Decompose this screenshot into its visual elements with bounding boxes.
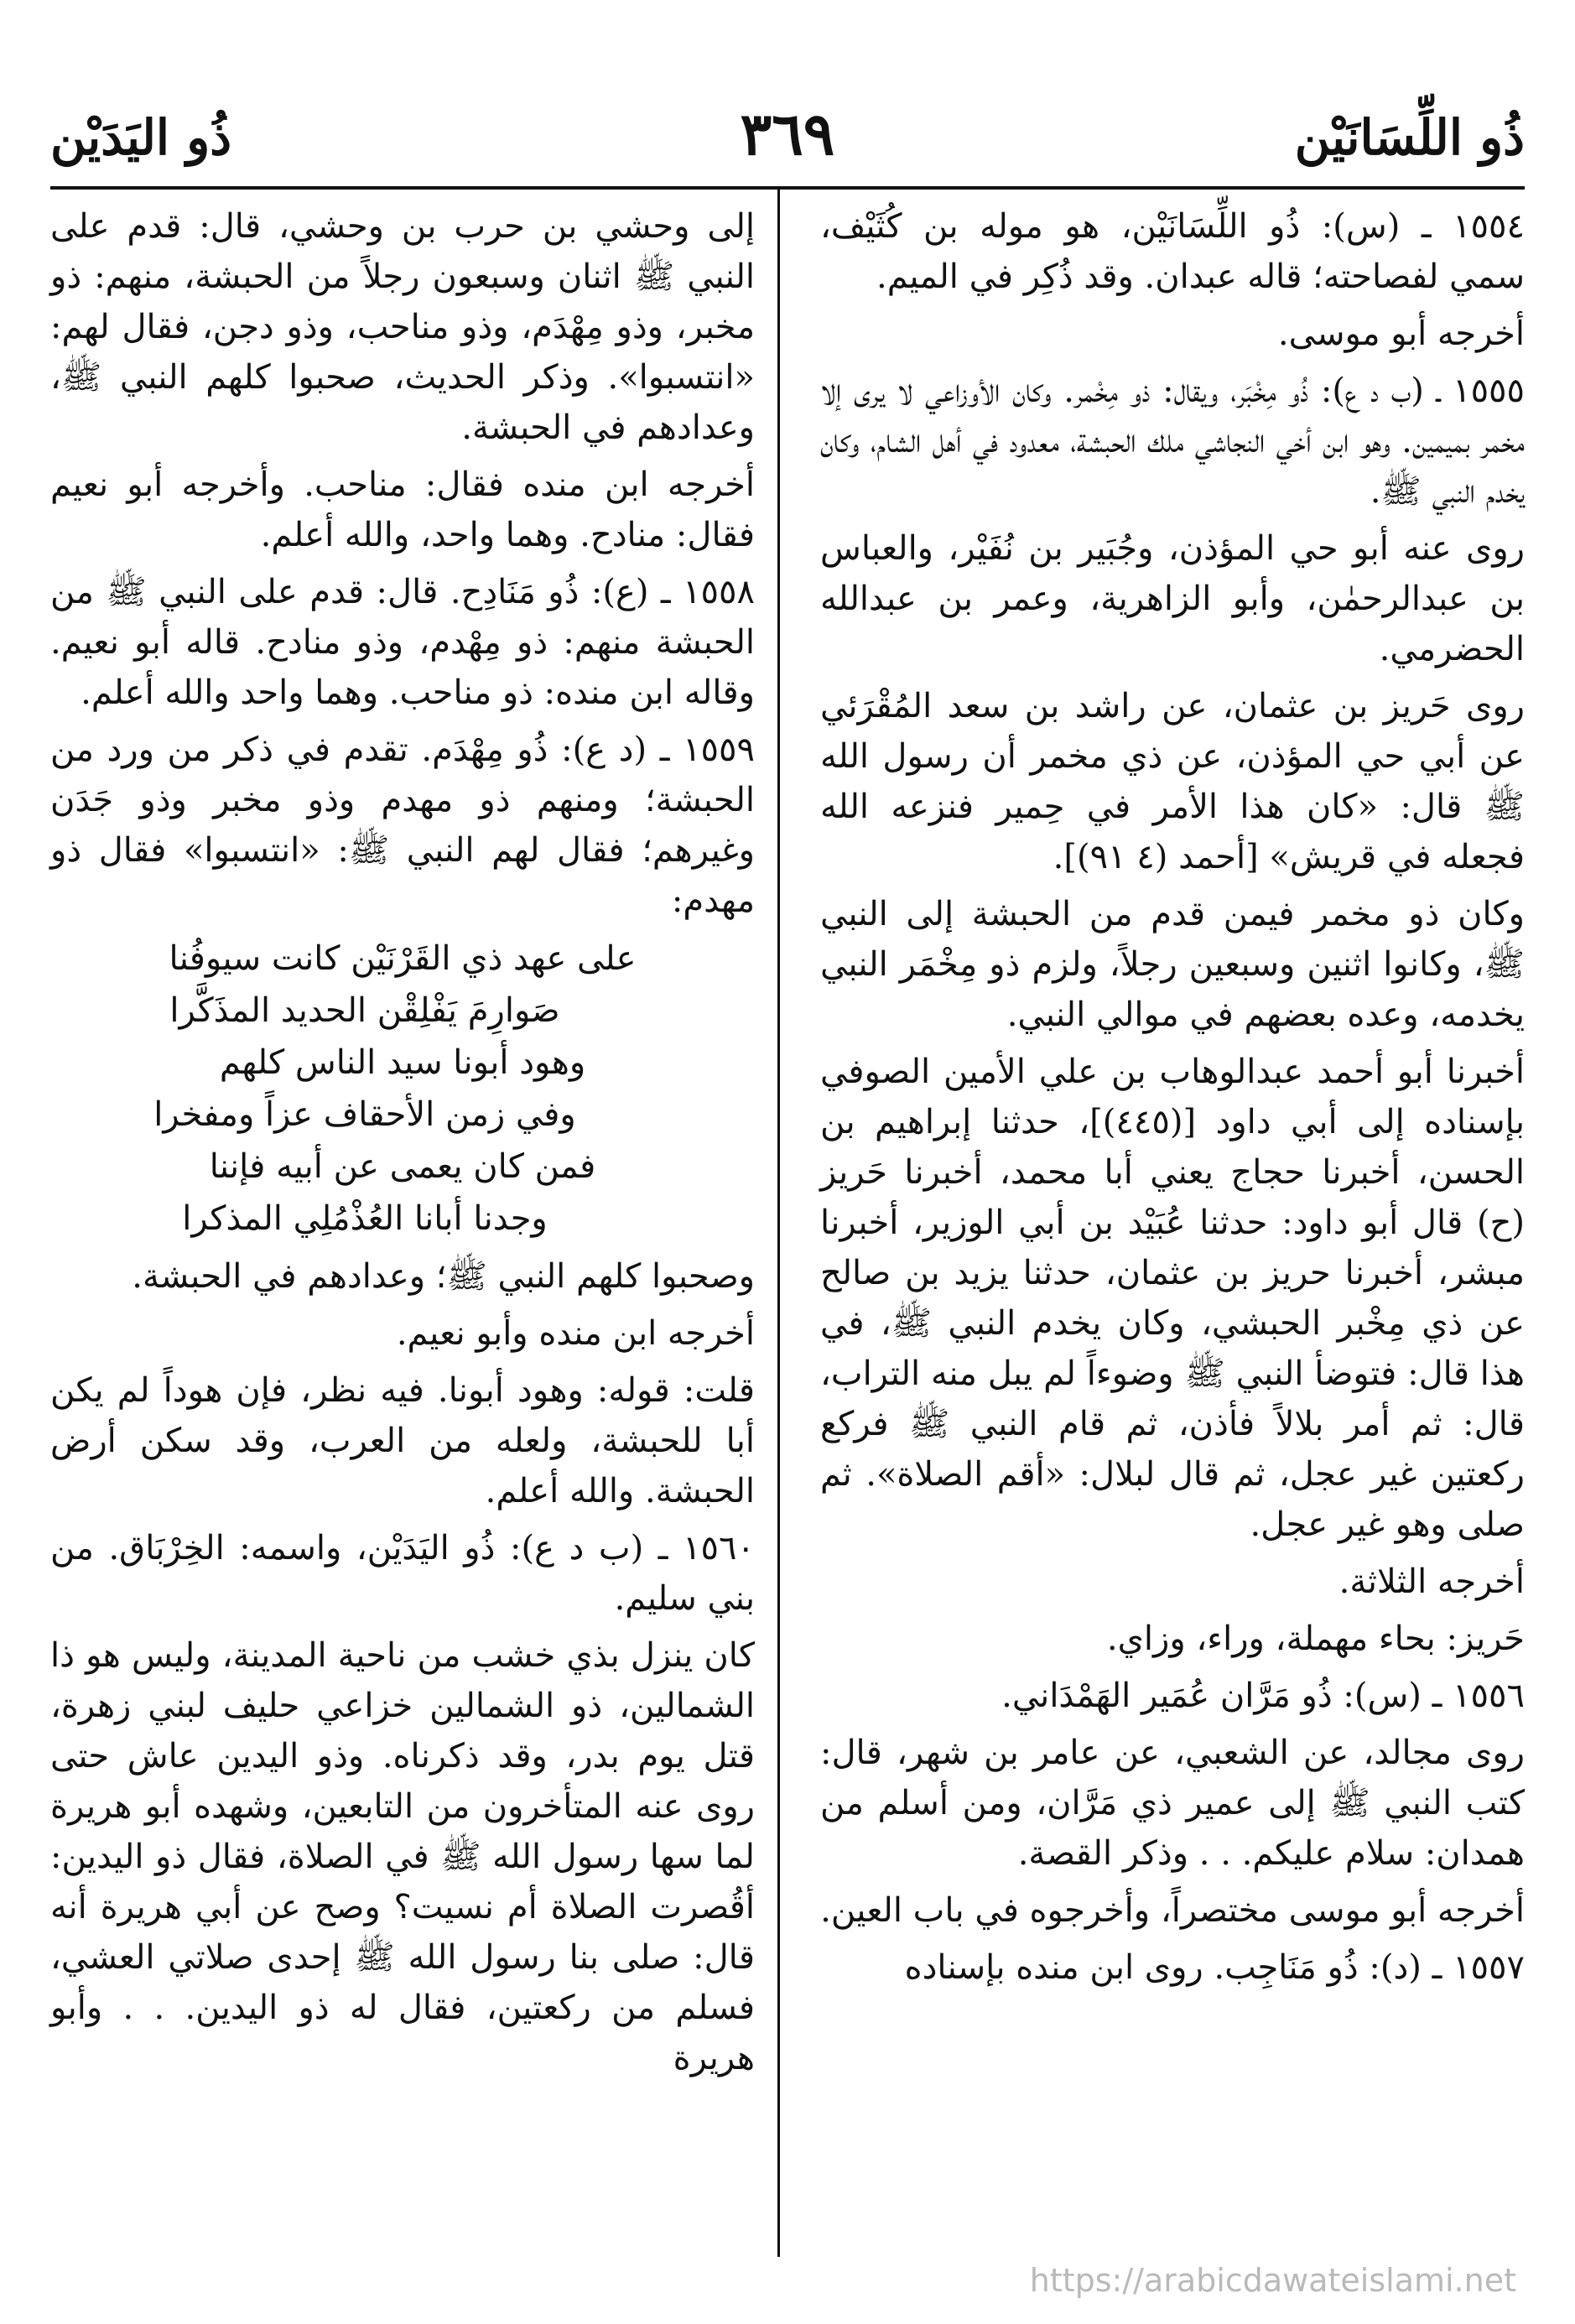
paragraph: حَريز: بحاء مهملة، وراء، وزاي. [1106,1620,1525,1658]
poem-verse: على عهد ذي القَرْنَيْن كانت سيوفُنا [169,939,637,978]
paragraph: روى حَريز بن عثمان، عن راشد بن سعد المُقْرَئي عن أبي حي المؤذن، عن ذي مخمر أن رسول الله ﷺ قال: «كان هذا الأمر في حِمير فنزعه الله فجعله في قريش» [أحمد (٤ ٩١)]. [820,687,1525,876]
paragraph: أخرجه أبو موسى. [1277,315,1525,353]
poem-verse: وفي زمن الأحقاف عزاً ومفخرا [153,1095,576,1134]
left-column [50,201,755,2090]
paragraph: إلى وحشي بن حرب بن وحشي، قال: قدم على النبي ﷺ اثنان وسبعون رجلاً من الحبشة، منهم: ذو مخبر، وذو مِهْدَم، وذو مناحب، وذو دجن، فقال لهم: «انتسبوا». وذكر الحديث، صحبوا كلهم النبي ﷺ، وعدادهم في الحبشة. [50,207,755,447]
paragraph: وصحبوا كلهم النبي ﷺ؛ وعدادهم في الحبشة. [132,1257,755,1296]
poem-verse: فمن كان يعمى عن أبيه فإننا [209,1147,596,1186]
right-column [820,201,1525,1999]
poem [50,933,755,1245]
paragraph: أخبرنا أبو أحمد عبدالوهاب بن علي الأمين الصوفي بإسناده إلى أبي داود [(٤٤٥)]، حدثنا إبراهيم بن الحسن، أخبرنا حجاج يعني أبا محمد، أخبرنا حَريز (ح) قال أبو داود: حدثنا عُبَيْد بن أبي الوزير، أخبرنا مبشر، أخبرنا حريز بن عثمان، حدثنا يزيد بن صالح عن ذي مِخْبر الحبشي، وكان يخدم النبي ﷺ، في هذا قال: فتوضأ النبي ﷺ وضوءاً لم يبل منه التراب، قال: ثم أمر بلالاً فأذن، ثم قام النبي ﷺ فركع ركعتين غير عجل، ثم قال لبلال: «أقم الصلاة». ثم صلى وهو غير عجل. [820,1053,1525,1544]
paragraph: أخرجه ابن منده وأبو نعيم. [396,1314,755,1353]
poem-verse: صَوارِمَ يَفْلِقْن الحديد المذَكَّرا [169,991,560,1030]
entry-1559: ١٥٥٩ ـ (د ع): ذُو مِهْدَم. تقدم في ذكر من ورد من الحبشة؛ ومنهم ذو مهدم وذو مخبر وذو جَدَن وغيرهم؛ فقال لهم النبي ﷺ: «انتسبوا» فقال ذو مهدم: [50,730,755,920]
running-title-right: ذُو اللِّسَانَيْن [1294,109,1525,166]
page-number: ٣٦٩ [740,99,835,169]
entry-1557: ١٥٥٧ ـ (د): ذُو مَنَاجِب. روى ابن منده بإسناده [904,1948,1525,1987]
watermark: https://arabicdawateislami.net [1029,2262,1516,2299]
paragraph: كان ينزل بذي خشب من ناحية المدينة، وليس هو ذا الشمالين، ذو الشمالين خزاعي حليف لبني زهرة، قتل يوم بدر، وقد ذكرناه. وذو اليدين عاش حتى روى عنه المتأخرون من التابعين، وشهده أبو هريرة لما سها رسول الله ﷺ في الصلاة، فقال ذو اليدين: أقُصرت الصلاة أم نسيت؟ وصح عن أبي هريرة أنه قال: صلى بنا رسول الله ﷺ إحدى صلاتي العشي، فسلم من ركعتين، فقال له ذو اليدين. . . وأبو هريرة [50,1636,756,2077]
entry-1554: ١٥٥٤ ـ (س): ذُو اللِّسَانَيْن، هو موله بن كُثَيْف، سمي لفصاحته؛ قاله عبدان. وقد ذُكِر في الميم. [820,207,1525,296]
paragraph: قلت: قوله: وهود أبونا. فيه نظر، فإن هوداً لم يكن أبا للحبشة، ولعله من العرب، وقد سكن أرض الحبشة. والله أعلم. [50,1371,755,1510]
page-header [50,92,1525,185]
paragraph: روى عنه أبو حي المؤذن، وجُبَير بن نُفَيْر، والعباس بن عبدالرحمٰن، وأبو الزاهرية، وعمر بن عبدالله الحضرمي. [820,529,1525,668]
paragraph: أخرجه ابن منده فقال: مناحب. وأخرجه أبو نعيم فقال: منادح. وهما واحد، والله أعلم. [50,465,755,554]
header-rule [50,186,1525,190]
entry-1560: ١٥٦٠ ـ (ب د ع): ذُو اليَدَيْن، واسمه: الخِرْبَاق. من بني سليم. [50,1529,755,1618]
paragraph: روى مجالد، عن الشعبي، عن عامر بن شهر، قال: كتب النبي ﷺ إلى عمير ذي مَرَّان، ومن أسلم من همدان: سلام عليكم. . . وذكر القصة. [820,1734,1525,1873]
entry-1555: ١٥٥٥ ـ (ب د ع): ذُو مِخْبَر، ويقال: ذو مِخْمر. وكان الأوزاعي لا يرى إلا مخمر بميمين. وهو ابن أخي النجاشي ملك الحبشة، معدود في أهل الشام، وكان يخدم النبي ﷺ. [820,372,1526,511]
paragraph: أخرجه أبو موسى مختصراً، وأخرجوه في باب العين. [820,1891,1525,1930]
column-divider [777,190,780,2257]
paragraph: أخرجه الثلاثة. [1338,1562,1525,1601]
running-title-left: ذُو اليَدَيْن [50,109,232,166]
paragraph: وكان ذو مخمر فيمن قدم من الحبشة إلى النبي ﷺ، وكانوا اثنين وسبعين رجلاً، ولزم ذو مِخْمَر النبي يخدمه، وعده بعضهم في موالي النبي. [820,895,1525,1034]
poem-verse: وجدنا أبانا العُذْمُلِي المذكرا [182,1199,548,1238]
entry-1556: ١٥٥٦ ـ (س): ذُو مَرَّان عُمَير الهَمْدَاني. [1001,1677,1525,1715]
entry-1558: ١٥٥٨ ـ (ع): ذُو مَنَادِح. قال: قدم على النبي ﷺ من الحبشة منهم: ذو مِهْدم، وذو منادح. قاله أبو نعيم. وقاله ابن منده: ذو مناحب. وهما واحد والله أعلم. [50,573,755,712]
poem-verse: وهود أبونا سيد الناس كلهم [219,1043,586,1082]
